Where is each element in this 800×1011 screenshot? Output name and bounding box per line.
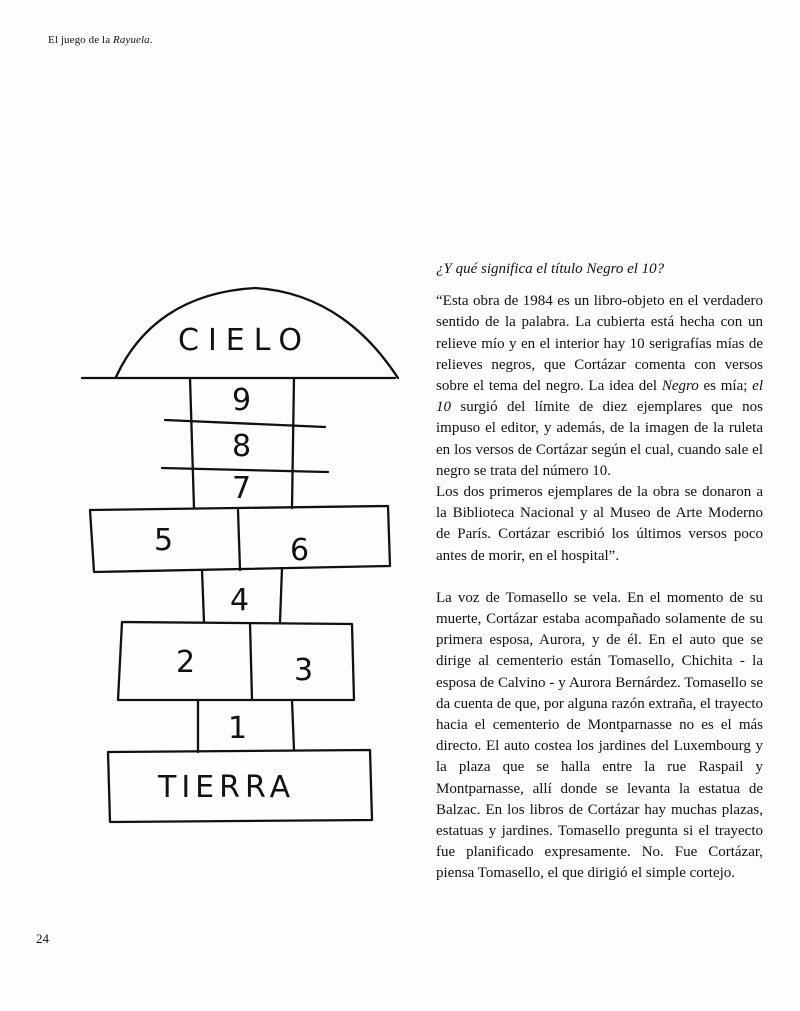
text-run: surgió del límite de diez ejemplares que nos impuso el editor, y además, de la imagen de la ruleta en los versos de Cortázar según el cual, cuando sale el negro se trata del número 10. bbox=[436, 399, 763, 479]
col-4-right bbox=[280, 568, 282, 622]
number-7: 7 bbox=[232, 471, 252, 506]
cielo-label: CIELO bbox=[178, 323, 312, 358]
hopscotch-svg bbox=[70, 270, 410, 850]
number-5: 5 bbox=[154, 523, 174, 558]
running-head-italic: Rayuela bbox=[113, 34, 150, 46]
number-8: 8 bbox=[232, 429, 252, 464]
divider-5-6 bbox=[238, 510, 240, 570]
running-head-prefix: El juego de la bbox=[48, 34, 114, 46]
article-heading: ¿Y qué significa el título Negro el 10? bbox=[436, 261, 665, 277]
number-9: 9 bbox=[232, 383, 252, 418]
paragraph-2: Los dos primeros ejemplares de la obra se donaron a la Biblioteca Nacional y al Museo de Arte Moderno de París. Cortázar escribió los últimos versos poco antes de morir, en el hospital”. bbox=[436, 484, 763, 564]
paragraph-1 bbox=[436, 291, 763, 482]
box-2-3 bbox=[118, 622, 354, 700]
col-1-right bbox=[292, 700, 294, 750]
number-6: 6 bbox=[290, 533, 310, 568]
number-3: 3 bbox=[294, 653, 314, 688]
hopscotch-drawing bbox=[70, 270, 410, 850]
italic-run: Negro bbox=[661, 378, 699, 395]
number-2: 2 bbox=[176, 645, 196, 680]
article-column bbox=[436, 259, 763, 885]
text-run: “Esta obra de 1984 es un libro-objeto en el verdadero sentido de la palabra. La cubierta está hecha con un relieve mío y en el interior hay 10 serigrafías mías de relieves negros, que Cortázar comenta con versos sobre el tema del negro. La idea del bbox=[436, 293, 763, 395]
number-1: 1 bbox=[228, 711, 248, 746]
text-run: es mía; bbox=[698, 378, 753, 395]
italic-run: el 10 bbox=[436, 378, 763, 416]
tierra-label: TIERRA bbox=[158, 770, 296, 805]
page-number: 24 bbox=[36, 931, 49, 946]
col-4-left bbox=[202, 570, 204, 622]
running-head-suffix: . bbox=[149, 34, 153, 46]
paragraph-3: La voz de Tomasello se vela. En el momento de su muerte, Cortázar estaba acompañado solamente de su primera esposa, Aurora, y de él. En el auto que se dirige al cementerio están Tomasello, Chichita - la esposa de Calvino - y Aurora Bernárdez. Tomasello se da cuenta de que, por alguna razón extraña, el trayecto hacia el cementerio de Montparnasse no es el más directo. El auto costea los jardines del Luxembourg y la plaza que se halla entre la rue Raspail y Montparnasse, allí donde se levanta la estatua de Balzac. En los libros de Cortázar hay muchas plazas, estatuas y jardines. Tomasello pregunta si el trayecto fue planificado expresamente. No. Fue Cortázar, piensa Tomasello, el que dirigió el simple cortejo. bbox=[436, 589, 763, 882]
running-head bbox=[48, 34, 153, 46]
col-987-right bbox=[292, 378, 294, 508]
divider-2-3 bbox=[250, 623, 252, 700]
line-9-8 bbox=[165, 420, 325, 427]
col-987-left bbox=[190, 378, 194, 508]
number-4: 4 bbox=[230, 583, 250, 618]
